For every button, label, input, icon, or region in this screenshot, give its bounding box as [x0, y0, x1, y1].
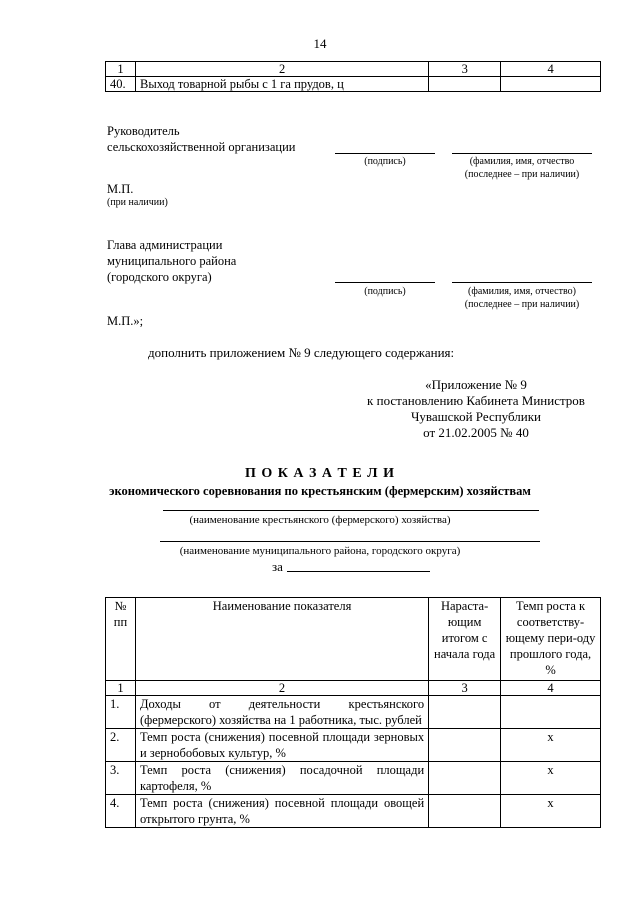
period-label: за — [272, 559, 283, 574]
district-caption: (наименование муниципального района, городского округа) — [179, 545, 461, 557]
row-cell — [501, 696, 601, 729]
row-name: Доходы от деятельности крестьянского (фермерского) хозяйства на 1 работника, тыс. рублей — [135, 696, 428, 729]
name-line — [452, 153, 592, 154]
row-number: 1. — [106, 696, 136, 729]
farm-name-caption: (наименование крестьянского (фермерского) хозяйства) — [189, 514, 451, 526]
col-number: 1 — [106, 681, 136, 696]
table-row — [106, 762, 601, 795]
table-header-row — [106, 598, 601, 681]
col-number: 3 — [429, 62, 501, 77]
signature-line — [335, 153, 435, 154]
col-number: 4 — [501, 681, 601, 696]
header-cumulative: Нараста-ющим итогом с начала года — [429, 598, 501, 681]
document-subtitle: экономического соревнования по крестьянским (фермерским) хозяйствам — [109, 484, 531, 498]
stamp-note: (при наличии) — [107, 197, 168, 208]
signature-line — [335, 282, 435, 283]
row-cell — [429, 696, 501, 729]
name-line — [452, 282, 592, 283]
col-number: 1 — [106, 62, 136, 77]
table-row — [106, 729, 601, 762]
period-line — [287, 571, 430, 572]
row-cell — [429, 795, 501, 828]
district-line — [160, 541, 540, 542]
name-caption: (фамилия, имя, отчество (последнее – при наличии) — [464, 156, 580, 180]
row-cell — [501, 77, 601, 92]
top-table — [105, 61, 601, 92]
col-number: 2 — [135, 62, 428, 77]
signer-title: Глава администрации муниципального района (городского округа) — [107, 238, 237, 284]
table-header-row — [106, 62, 601, 77]
stamp-label: М.П. — [107, 182, 134, 196]
col-number: 2 — [135, 681, 428, 696]
row-cell: х — [501, 762, 601, 795]
signer-title: Руководитель сельскохозяйственной организации — [107, 124, 296, 154]
row-cell — [429, 77, 501, 92]
row-number: 2. — [106, 729, 136, 762]
table-row — [106, 696, 601, 729]
signature-caption: (подпись) — [364, 156, 406, 167]
row-number: 3. — [106, 762, 136, 795]
header-num: № пп — [106, 598, 136, 681]
row-number: 40. — [106, 77, 136, 92]
stamp-label: М.П.»; — [107, 314, 144, 328]
col-number: 3 — [429, 681, 501, 696]
column-numbers-row — [106, 681, 601, 696]
supplement-text: дополнить приложением № 9 следующего содержания: — [148, 345, 455, 360]
name-caption: (фамилия, имя, отчество) (последнее – при наличии) — [464, 286, 580, 310]
document-title: П О К А З А Т Е Л И — [244, 466, 396, 481]
page-number: 14 — [313, 36, 327, 51]
row-cell: х — [501, 795, 601, 828]
table-row — [106, 795, 601, 828]
farm-name-line — [163, 510, 539, 511]
table-row — [106, 77, 601, 92]
indicators-table — [105, 597, 601, 828]
col-number: 4 — [501, 62, 601, 77]
row-name: Темп роста (снижения) посевной площади зерновых и зернобобовых культур, % — [135, 729, 428, 762]
row-name: Темп роста (снижения) посадочной площади картофеля, % — [135, 762, 428, 795]
row-cell: х — [501, 729, 601, 762]
row-name: Темп роста (снижения) посевной площади овощей открытого грунта, % — [135, 795, 428, 828]
row-cell — [429, 762, 501, 795]
signature-caption: (подпись) — [364, 286, 406, 297]
row-number: 4. — [106, 795, 136, 828]
header-name: Наименование показателя — [135, 598, 428, 681]
row-name: Выход товарной рыбы с 1 га прудов, ц — [135, 77, 428, 92]
row-cell — [429, 729, 501, 762]
appendix-header: «Приложение № 9 к постановлению Кабинета Министров Чувашской Республики от 21.02.2005 № 40 — [367, 377, 585, 440]
header-growth: Темп роста к соответству-ющему пери-оду прошлого года, % — [501, 598, 601, 681]
